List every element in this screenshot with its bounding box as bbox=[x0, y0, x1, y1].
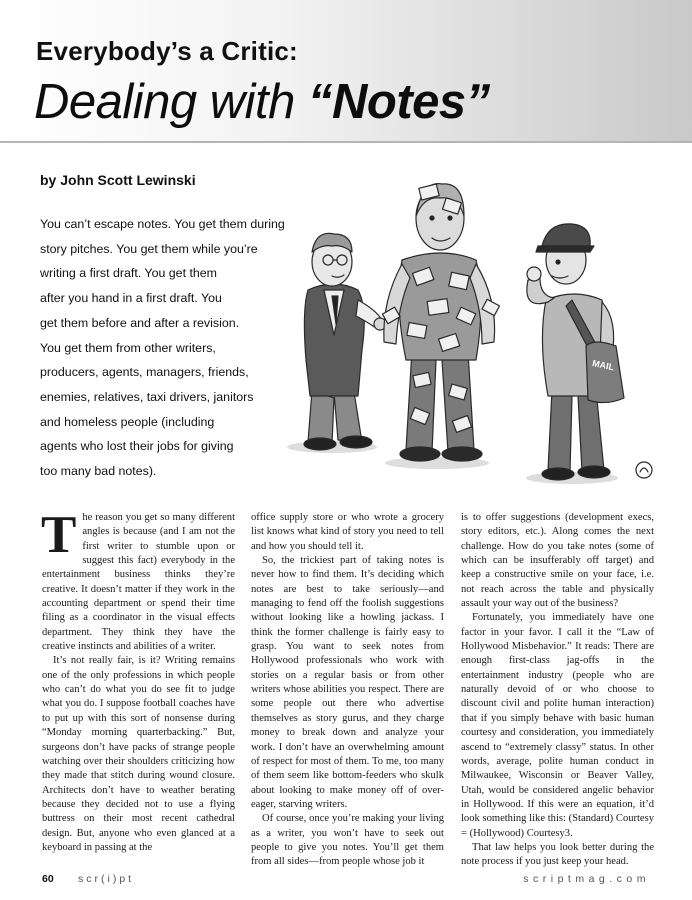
notes-covered-figure bbox=[382, 184, 499, 461]
intro-line: get them before and after a revision. bbox=[40, 315, 240, 330]
artist-signature-mark bbox=[636, 462, 652, 478]
intro-line: You can’t escape notes. You get them during bbox=[40, 217, 285, 231]
title-line2-bold: “Notes” bbox=[308, 75, 490, 129]
intro-line: story pitches. You get them while you’re bbox=[40, 241, 258, 256]
page-number: 60 bbox=[42, 873, 54, 885]
page-footer bbox=[0, 873, 692, 893]
intro-line: agents who lost their jobs for giving bbox=[40, 439, 234, 454]
magazine-logo: scr(i)pt bbox=[78, 873, 135, 885]
magazine-url: scriptmag.com bbox=[523, 873, 650, 885]
article-column-2 bbox=[251, 511, 444, 870]
col3-paragraph-3: That law helps you look better during the note process if you just keep your head. bbox=[461, 841, 654, 868]
col1-paragraph-1 bbox=[41, 506, 235, 654]
header-banner bbox=[0, 0, 692, 143]
byline: by John Scott Lewinski bbox=[40, 172, 196, 188]
drop-cap: T bbox=[41, 506, 77, 564]
col2-paragraph-1: office supply store or who wrote a grocery list knows what kind of story you need to tell and how you should tell it. bbox=[251, 512, 444, 552]
col1-paragraph-1-text: he reason you get so many different angles is because (and I am not the first writer to stumble upon or suggest this fact) everybody in the entertainment business thinks they’re creative. It doesn’t matter if they work in the accounting department or spend their time filing as a coordinator in the visual effects department. They think they have the creative instincts and abilities of a writer. bbox=[42, 512, 235, 653]
intro-line: too many bad notes). bbox=[40, 464, 157, 479]
intro-line: producers, agents, managers, friends, bbox=[40, 365, 249, 380]
article-column-3 bbox=[461, 511, 654, 870]
intro-line: writing a first draft. You get them bbox=[40, 266, 218, 281]
mailbag-label: MAIL bbox=[591, 358, 615, 373]
cartoon-illustration bbox=[272, 160, 664, 490]
intro-line: after you hand in a first draft. You bbox=[40, 291, 222, 306]
col3-paragraph-1: is to offer suggestions (development execs, story editors, etc.). Along comes the next challenge. How do you take notes (some of which can be insufferably off target) and keep a constructive smile on your face, i.e. not reach across the table and physically assault your way out of the business? bbox=[461, 512, 654, 610]
critic-figure-left bbox=[304, 233, 386, 450]
col1-paragraph-2: It’s not really fair, is it? Writing remains one of the only professions in which people who can’t do what you do see fit to judge what you do. I suppose football coaches have to put up with this sort of nonsense during “Monday morning quarterbacking.” But, surgeons don’t have packs of strange people watching over their shoulders criticizing how they made that stitch during wound closure. Architects don’t have to weather berating because they decided not to use a flying buttress on their most recent cathedral design. But, anyone who even glanced at a keyboard in passing at the bbox=[42, 655, 235, 853]
intro-line: You get them from other writers, bbox=[40, 340, 216, 355]
intro-text bbox=[40, 212, 300, 484]
title-line2 bbox=[34, 74, 490, 130]
col2-paragraph-2: So, the trickiest part of taking notes is never how to find them. It’s deciding which notes are best to take seriously—and managing to fend off the foolish suggestions without looking like a howling jackass. I think the former challenge is fairly easy to grasp. You want to seek notes from Hollywood professionals who work with stories on a regular basis or from other writers whose abilities you respect. There are some people out there who advertise themselves as story gurus, and they charge money to break down and analyze your work. I don’t have an overwhelming amount of respect for most of them. To me, too many of them seem like bottom-feeders who skulk about looking to make money off of over-eager, starving writers. bbox=[251, 555, 444, 810]
mail-carrier-figure bbox=[527, 224, 624, 480]
col3-paragraph-2: Fortunately, you immediately have one factor in your favor. I call it the “Law of Hollywood Misbehavior.” It reads: There are enough first-class jag-offs in the entertainment industry (people who are naturally devoid of or who choose to discount civil and polite human interaction) that if you simply behave with basic human courtesy and consideration, you immediately ascend to “extremely classy” status. In other words, average, polite human conduct in Milwaukee, Wisconsin or Beaver Valley, Utah, would be considered angelic behavior in Hollywood. If this were an equation, it’d look something like this: (Standard) Courtesy = (Hollywood) Courtesy3. bbox=[461, 612, 654, 839]
intro-line: enemies, relatives, taxi drivers, janitors bbox=[40, 389, 254, 404]
article-column-1 bbox=[41, 506, 235, 855]
title-line1: Everybody’s a Critic: bbox=[36, 36, 298, 66]
intro-line: and homeless people (including bbox=[40, 414, 215, 429]
title-line2-regular: Dealing with bbox=[34, 75, 309, 129]
col2-paragraph-3: Of course, once you’re making your living as a writer, you won’t have to seek out people to give you notes. You’ll get them from all sides—from people whose job it bbox=[251, 813, 444, 868]
